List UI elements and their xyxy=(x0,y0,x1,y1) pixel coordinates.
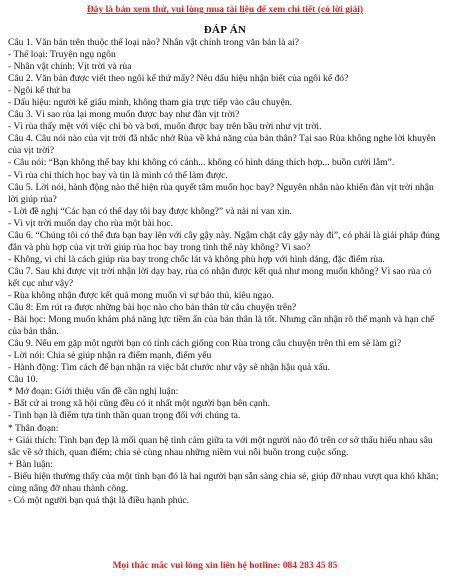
text-line: - Hành động: Tìm cách để bạn nhận ra việc bắt chước như vậy sẽ nhận hậu quả xấu. xyxy=(8,362,330,374)
text-line: - Bài học: Mong muốn khám phá năng lực tiềm ẩn của bản thân là tốt. Nhưng cần nhận rõ thế mạnh và hạn chế của bản thân. xyxy=(8,314,435,338)
text-line: Câu 2. Văn bản được viết theo ngôi kể thứ mấy? Nêu dấu hiệu nhận biết của ngôi kể đó? xyxy=(8,73,349,85)
text-line: - Lời nói: Chia sẻ giúp nhận ra điểm mạnh, điểm yếu xyxy=(8,350,212,362)
text-line: Câu 3. Vì sao rùa lại mong muốn được bay như đàn vịt trời? xyxy=(8,109,240,121)
text-line: Câu 5. Lời nói, hành động nào thể hiện rùa quyết tâm muốn học bay? Nguyên nhân nào khiến đàn vịt trời nhận lời giúp rùa? xyxy=(8,181,434,205)
text-line: + Giải thích: Tình bạn đẹp là mối quan hệ tình cảm giữa ta với một người nào đó trên cơ sở thấu hiểu nhau sâu sắc về sở thích, quan điểm; chia sẻ cùng nhau những niềm vui nỗi buồn trong cuộc sống. xyxy=(8,434,433,458)
text-line: Câu 9. Nếu em gặp một người bạn có tính cách giống con Rùa trong câu chuyện trên thì em sẽ làm gì? xyxy=(8,338,402,350)
text-line: - Biểu hiện thường thấy của một tình bạn đó là hai người bạn sẵn sàng chia sẻ, giúp đỡ nhau vượt qua khó khăn; cùng nâng đỡ nhau thành công. xyxy=(8,470,439,494)
text-line: - Vì rùa chỉ thích học bay và tin là mình có thể làm được. xyxy=(8,169,228,181)
text-line: - Thể loại: Truyện ngụ ngôn xyxy=(8,49,116,61)
text-line: - Câu nói: “Bạn không thể bay khi không có cánh... không có hình dáng thích hợp... buồn cười lắm”. xyxy=(8,157,395,169)
text-line: + Bàn luận: xyxy=(8,458,53,470)
text-line: - Có một người bạn quả thật là điều hạnh phúc. xyxy=(8,494,190,506)
text-line: - Không, vì chỉ là cách giúp rùa bay trong chốc lát và không phù hợp với hình dáng, đặc điểm rùa. xyxy=(8,253,385,265)
text-line: - Dấu hiệu: người kể giấu mình, không tham gia trực tiếp vào câu chuyện. xyxy=(8,97,293,109)
text-line: * Thân đoạn: xyxy=(8,422,59,434)
text-line: Câu 4. Câu nói nào của vịt trời đã nhắc nhở Rùa về khả năng của bản thân? Tại sao Rùa không nghe lời khuyên của vịt trời? xyxy=(8,133,436,157)
text-line: Câu 10. xyxy=(8,374,38,386)
text-line: - Ngôi kể thứ ba xyxy=(8,85,71,97)
text-line: Câu 6. “Chúng tôi có thể đưa bạn bay lên với cây gậy này. Ngậm chặt cây gậy này đi”, có phải là giải pháp đúng đắn và phù hợp của vịt trời giúp rùa học bay trong tình thế này không? Vì sao? xyxy=(8,229,440,253)
text-line: - Bất cứ ai trong xã hội cũng đều có ít nhất một người bạn bên cạnh. xyxy=(8,398,270,410)
text-line: Câu 8: Em rút ra được những bài học nào cho bản thân từ câu chuyện trên? xyxy=(8,302,297,314)
text-line: - Nhân vật chính: Vịt trời và rùa xyxy=(8,61,132,73)
text-line: * Mở đoạn: Giới thiệu vấn đề cần nghị luận: xyxy=(8,386,179,398)
text-line: - Lời đề nghị “Các bạn có thể dạy tôi bay được không?” và nài nỉ van xin. xyxy=(8,205,292,217)
text-line: - Vì rùa thấy mệt với việc chỉ bò và bơi, muốn được bay trên bầu trời như vịt trời. xyxy=(8,121,322,133)
text-line: - Rùa không nhận được kết quả mong muốn vì sự bảo thủ, kiêu ngạo. xyxy=(8,289,274,301)
text-line: Câu 1. Văn bản trên thuộc thể loại nào? Nhân vật chính trong văn bản là ai? xyxy=(8,37,300,48)
text-line: - Tình bạn là điểm tựa tinh thần quan trọng đối với chúng ta. xyxy=(8,410,241,422)
preview-notice-banner: Đây là bản xem thử, vui lòng mua tài liệu để xem chi tiết (có lời giải) xyxy=(86,5,364,15)
text-line: Câu 7. Sau khi được vịt trời nhận lời dạy bay, rùa có nhận được kết quả như mong muốn không? Vì sao rùa có kết cục như vậy? xyxy=(8,265,432,289)
text-line: - Vì vịt trời muốn dạy cho rùa một bài học. xyxy=(8,217,174,229)
hotline-banner: Mọi thắc mắc vui lòng xin liên hệ hotline: 084 283 45 85 xyxy=(112,561,338,571)
answer-content xyxy=(8,37,444,507)
page-title: ĐÁP ÁN xyxy=(203,24,247,36)
